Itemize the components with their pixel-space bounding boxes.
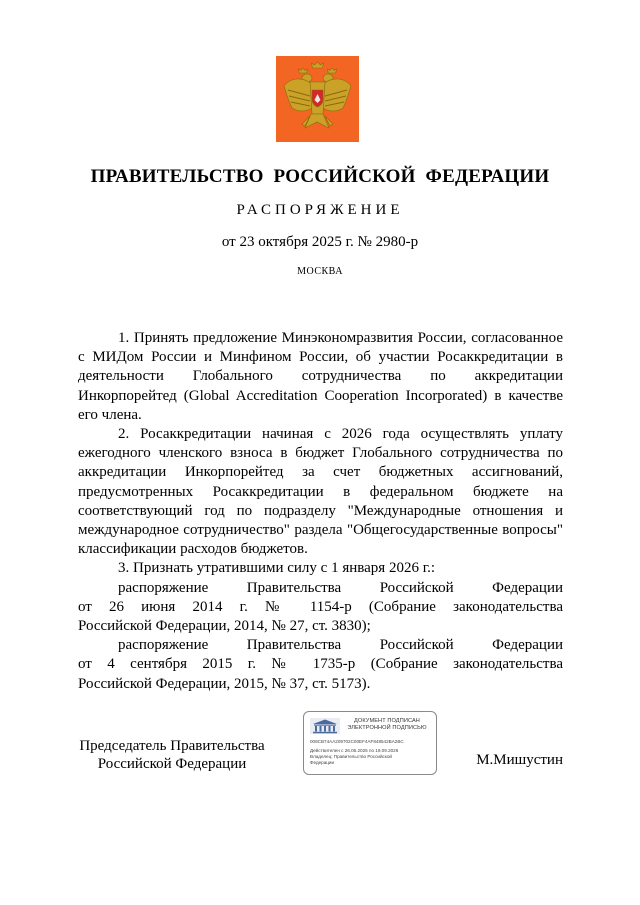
government-building-icon [310,718,340,734]
repealed-item-1-line-1: распоряжение Правительства Российской Федерации [118,579,563,596]
repealed-item-2-line-3: Российской Федерации, 2015, № 37, ст. 5173). [78,675,371,692]
repealed-item-2 [78,636,563,694]
esig-certificate: 008CB74AA209702C00EF4AF848542BA2BC [310,739,404,744]
esig-owner-line-2: Федерации [310,760,335,765]
government-title: ПРАВИТЕЛЬСТВО РОССИЙСКОЙ ФЕДЕРАЦИИ [90,166,550,187]
esig-title-line-2: ЭЛЕКТРОННОЙ ПОДПИСЬЮ [347,725,427,731]
paragraph-1: 1. Принять предложение Минэкономразвития России, согласованное с МИДом России и Минфином России, об участии Росаккредитации в деятельности Глобального сотрудничества по аккредитации Инкорпорейтед (Global Accreditation Cooperation Incorporated) в качестве его члена. [78,330,563,423]
repealed-item-2-line-2: от 4 сентября 2015 г. № 1735-р (Собрание законодательства [78,656,563,673]
coat-of-arms-icon [276,56,359,142]
document-date-number: от 23 октября 2025 г. № 2980-р [221,234,419,250]
repealed-item-1-line-2: от 26 июня 2014 г. № 1154-р (Собрание законодательства [78,598,563,615]
esig-title-line-1: ДОКУМЕНТ ПОДПИСАН [354,718,420,724]
document-type: РАСПОРЯЖЕНИЕ [236,202,404,218]
document-city: МОСКВА [297,266,343,277]
esig-validity: Действителен с 26.06.2025 по 19.09.2026 [310,748,399,753]
paragraph-2: 2. Росаккредитации начиная с 2026 года осуществлять уплату ежегодного членского взноса в бюджет Глобального сотрудничества по аккредитации Инкорпорейтед за счет бюджетных ассигнований, предусмотренных Росаккредитации в федеральном бюджете на соответствующий год по подразделу "Международные отношения и международное сотрудничество" раздела "Общегосударственные вопросы" классификации расходов бюджетов. [78,426,563,558]
signatory-name: М.Мишустин [476,752,563,768]
signatory-position-line-1: Председатель Правительства [79,738,265,754]
electronic-signature-stamp [303,711,437,775]
repealed-item-1 [78,579,563,637]
document-body [78,329,563,694]
repealed-item-2-line-1: распоряжение Правительства Российской Федерации [118,637,563,654]
signatory-position [78,737,266,773]
paragraph-3: 3. Признать утратившими силу с 1 января 2026 г.: [118,560,436,577]
signatory-position-line-2: Российской Федерации [97,756,247,772]
esig-title [340,718,434,732]
repealed-item-1-line-3: Российской Федерации, 2014, № 27, ст. 3830); [78,618,371,635]
esig-owner-line-1: Владелец: Правительство Российской [310,754,392,759]
